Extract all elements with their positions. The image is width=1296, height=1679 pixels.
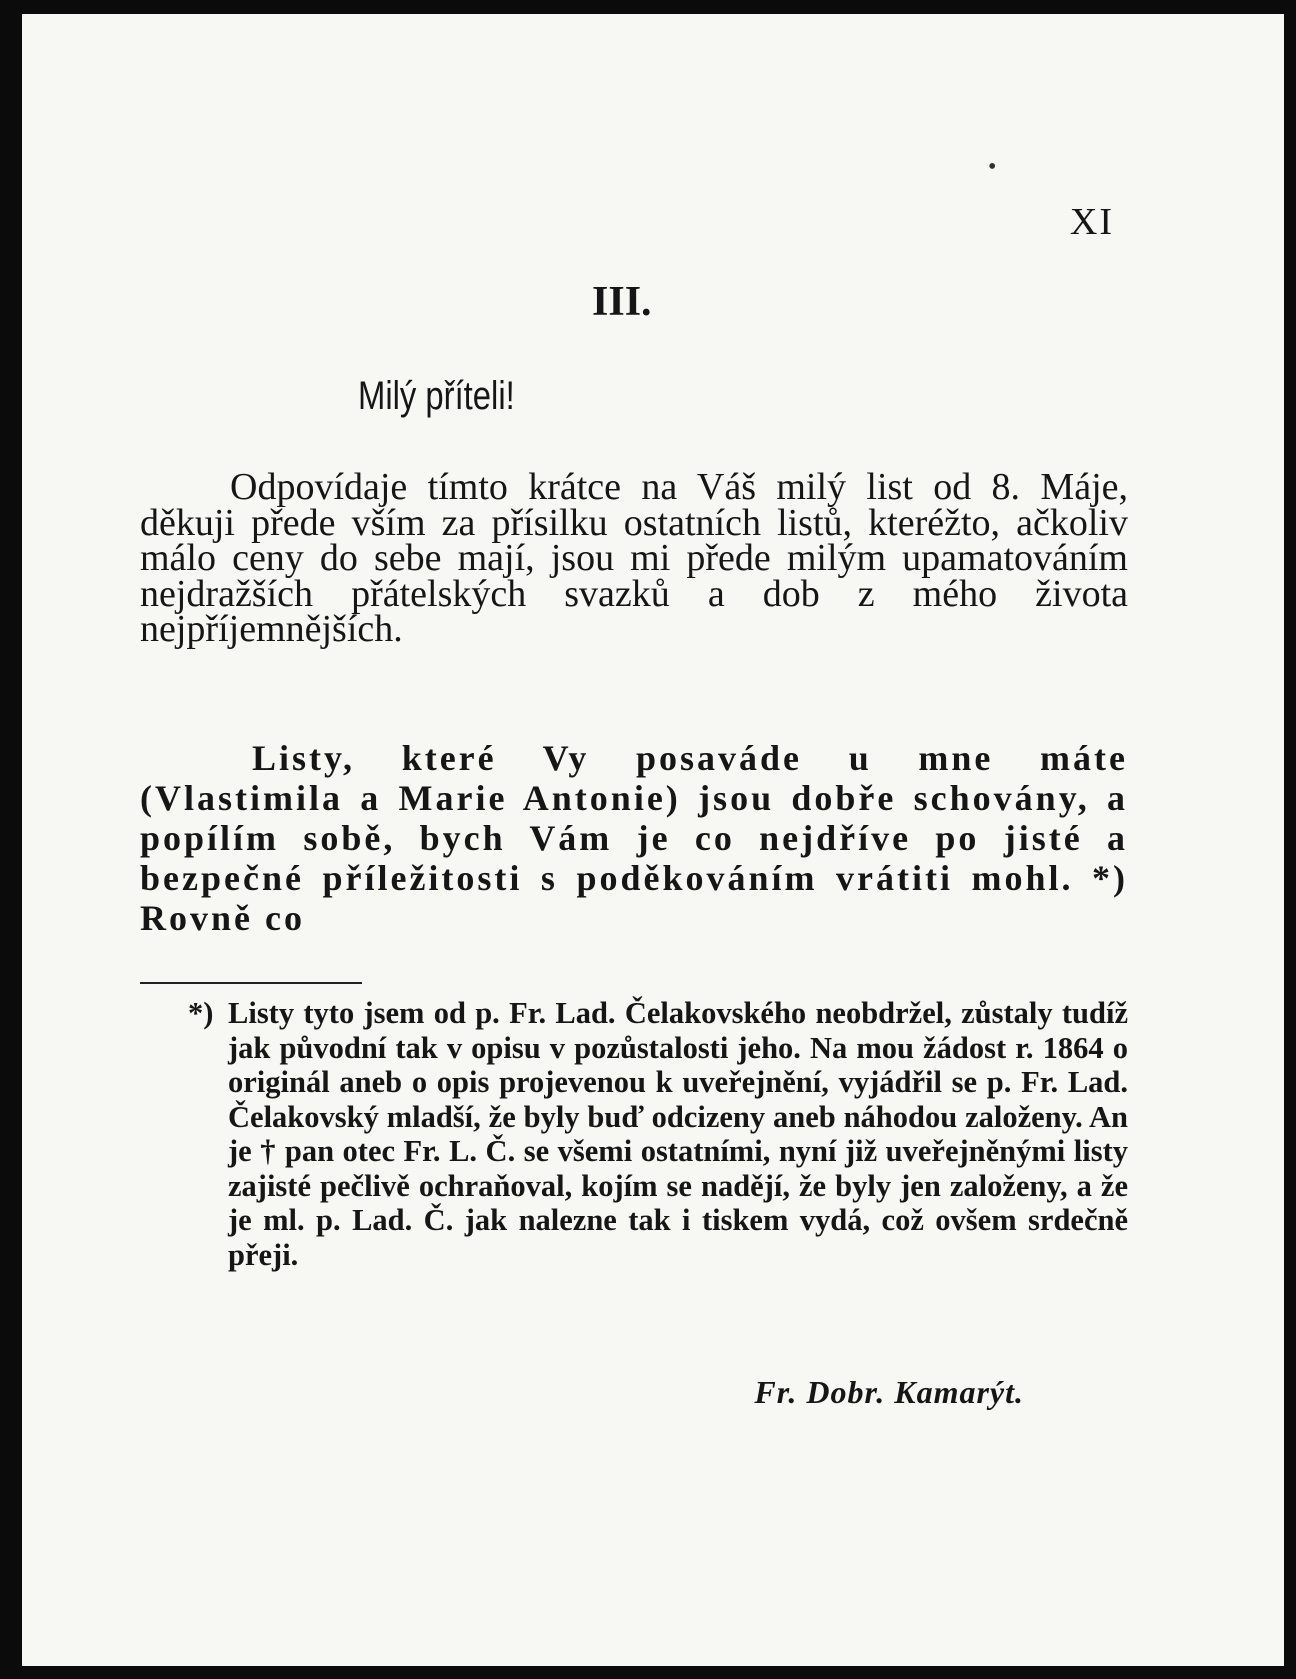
footnote-divider [140,982,362,984]
page-number: XI [1069,201,1114,243]
stray-mark: • [988,154,997,180]
book-page [22,14,1284,1666]
section-heading: III. [592,279,652,325]
footnote-text: Listy tyto jsem od p. Fr. Lad. Čelakovského neobdržel, zůstaly tudíž jak původní tak v opisu v pozůstalosti jeho. Na mou žádost r. 1864 o originál aneb o opis projevenou k uveřejnění, vyjádřil se p. Fr. Lad. Čelakovský mladší, že byly buď odcizeny aneb náhodou založeny. An je † pan otec Fr. L. Č. se všemi ostatními, nyní již uveřejněnými listy zajisté pečlivě ochraňoval, kojím se nadějí, že byly jen založeny, a že je ml. p. Lad. Č. jak nalezne tak i tiskem vydá, což ovšem srdečně přeji. [228,996,1128,1272]
paragraph-1 [140,466,1128,650]
footnote-marker: *) [188,996,214,1030]
signature: Fr. Dobr. Kamarýt. [754,1374,1024,1410]
footnote [188,996,1128,1272]
paragraph-2: Listy, které Vy posaváde u mne máte (Vlastimila a Marie Antonie) jsou dobře schovány, a popílím sobě, bych Vám je co nejdříve po jisté a bezpečné příležitosti s poděkováním vrátiti mohl. *) Rovně co [140,738,1128,938]
paragraph-1-text: Odpovídaje tímto krátce na Váš milý list od 8. Máje, děkuji přede vším za přísilku ostatních listů, kteréžto, ačkoliv málo ceny do sebe mají, jsou mi přede milým upamatováním nejdražších přátelských svazků a dob z mého života nejpříjemnějších. [140,466,1128,650]
salutation: Milý příteli! [358,374,515,418]
